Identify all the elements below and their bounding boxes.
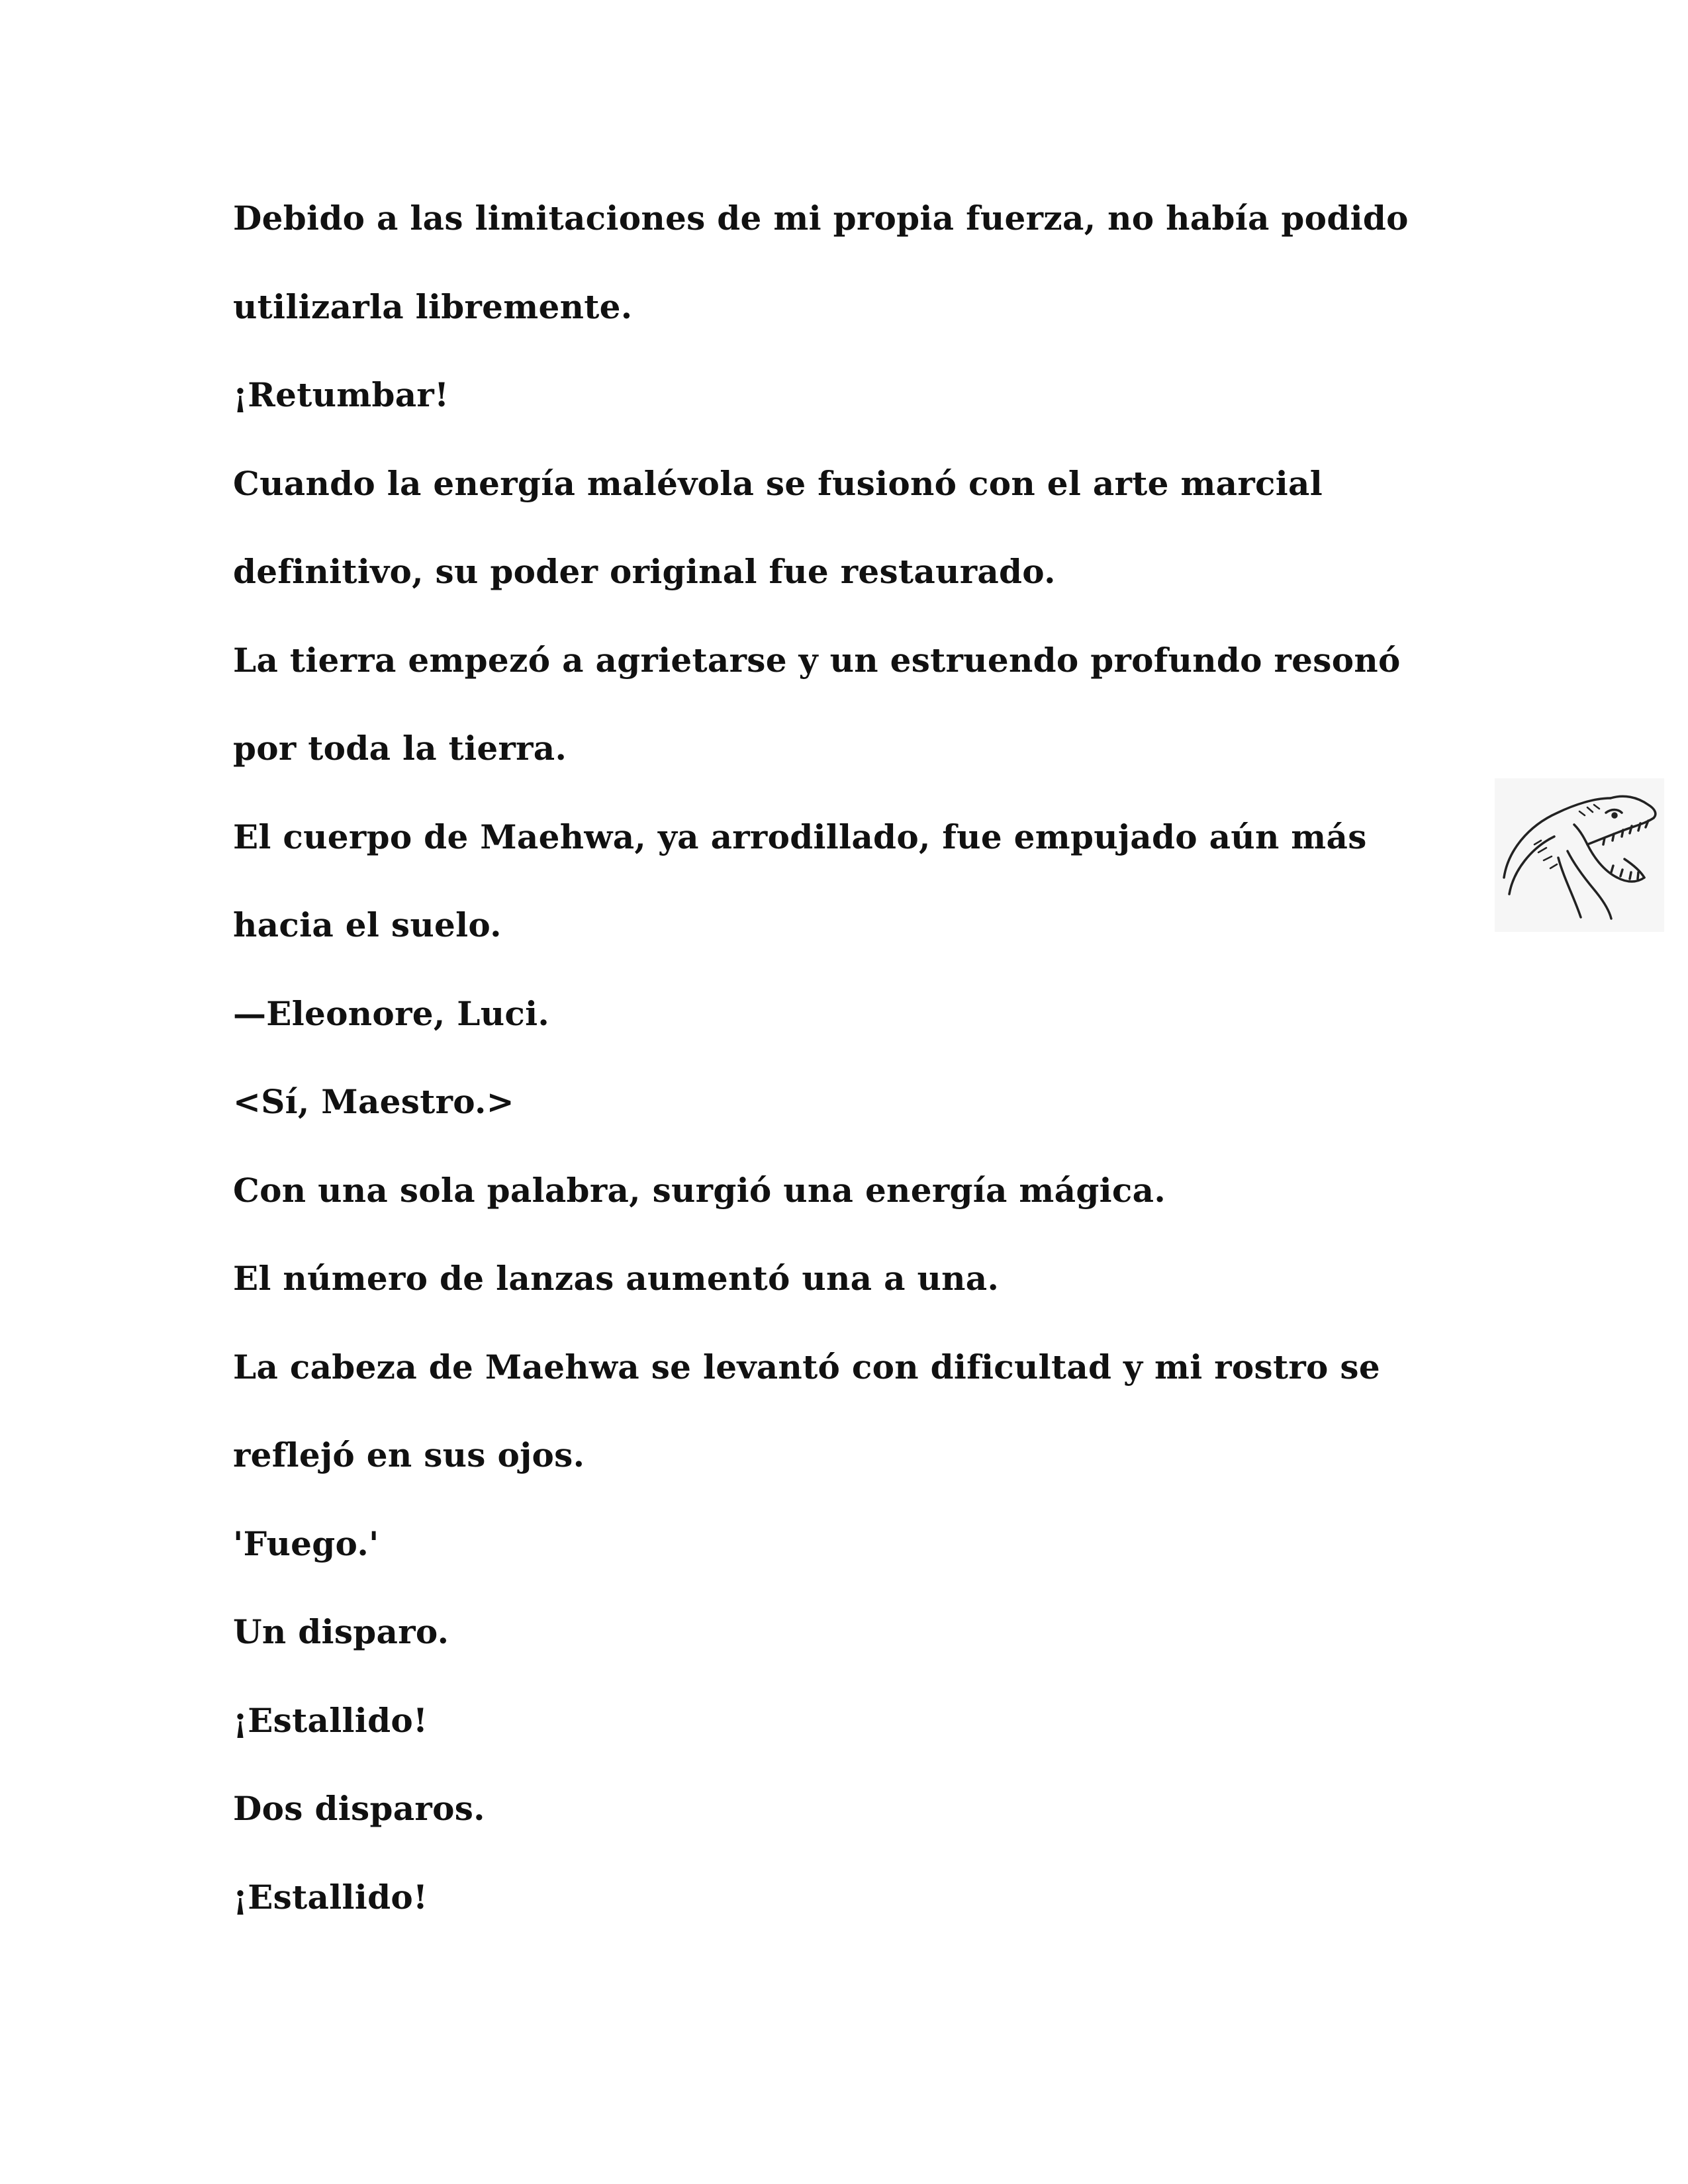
text-line: Con una sola palabra, surgió una energía mágica. [233,1170,1166,1210]
text-line: Debido a las limitaciones de mi propia fuerza, no había podido [233,199,1409,238]
text-line: La cabeza de Maehwa se levantó con dificultad y mi rostro se [233,1347,1380,1387]
text-line: utilizarla libremente. [233,287,633,326]
text-line: definitivo, su poder original fue restaurado. [233,552,1056,591]
text-line: por toda la tierra. [233,729,567,768]
text-line: —Eleonore, Luci. [233,993,550,1033]
text-line: Un disparo. [233,1612,449,1651]
dinosaur-head-icon [1495,778,1664,932]
text-line: Cuando la energía malévola se fusionó con el arte marcial [233,463,1323,503]
text-line: ¡Estallido! [233,1700,428,1740]
text-line: <Sí, Maestro.> [233,1082,514,1121]
text-line: 'Fuego.' [233,1524,379,1563]
text-line: El cuerpo de Maehwa, ya arrodillado, fue empujado aún más [233,817,1367,856]
document-body [233,192,1491,1959]
text-line: ¡Retumbar! [233,375,449,414]
text-line: El número de lanzas aumentó una a una. [233,1259,1000,1298]
text-line: reflejó en sus ojos. [233,1435,585,1475]
text-line: Dos disparos. [233,1789,485,1828]
text-line: La tierra empezó a agrietarse y un estruendo profundo resonó [233,640,1401,680]
text-line: ¡Estallido! [233,1877,428,1917]
text-line: hacia el suelo. [233,905,502,944]
